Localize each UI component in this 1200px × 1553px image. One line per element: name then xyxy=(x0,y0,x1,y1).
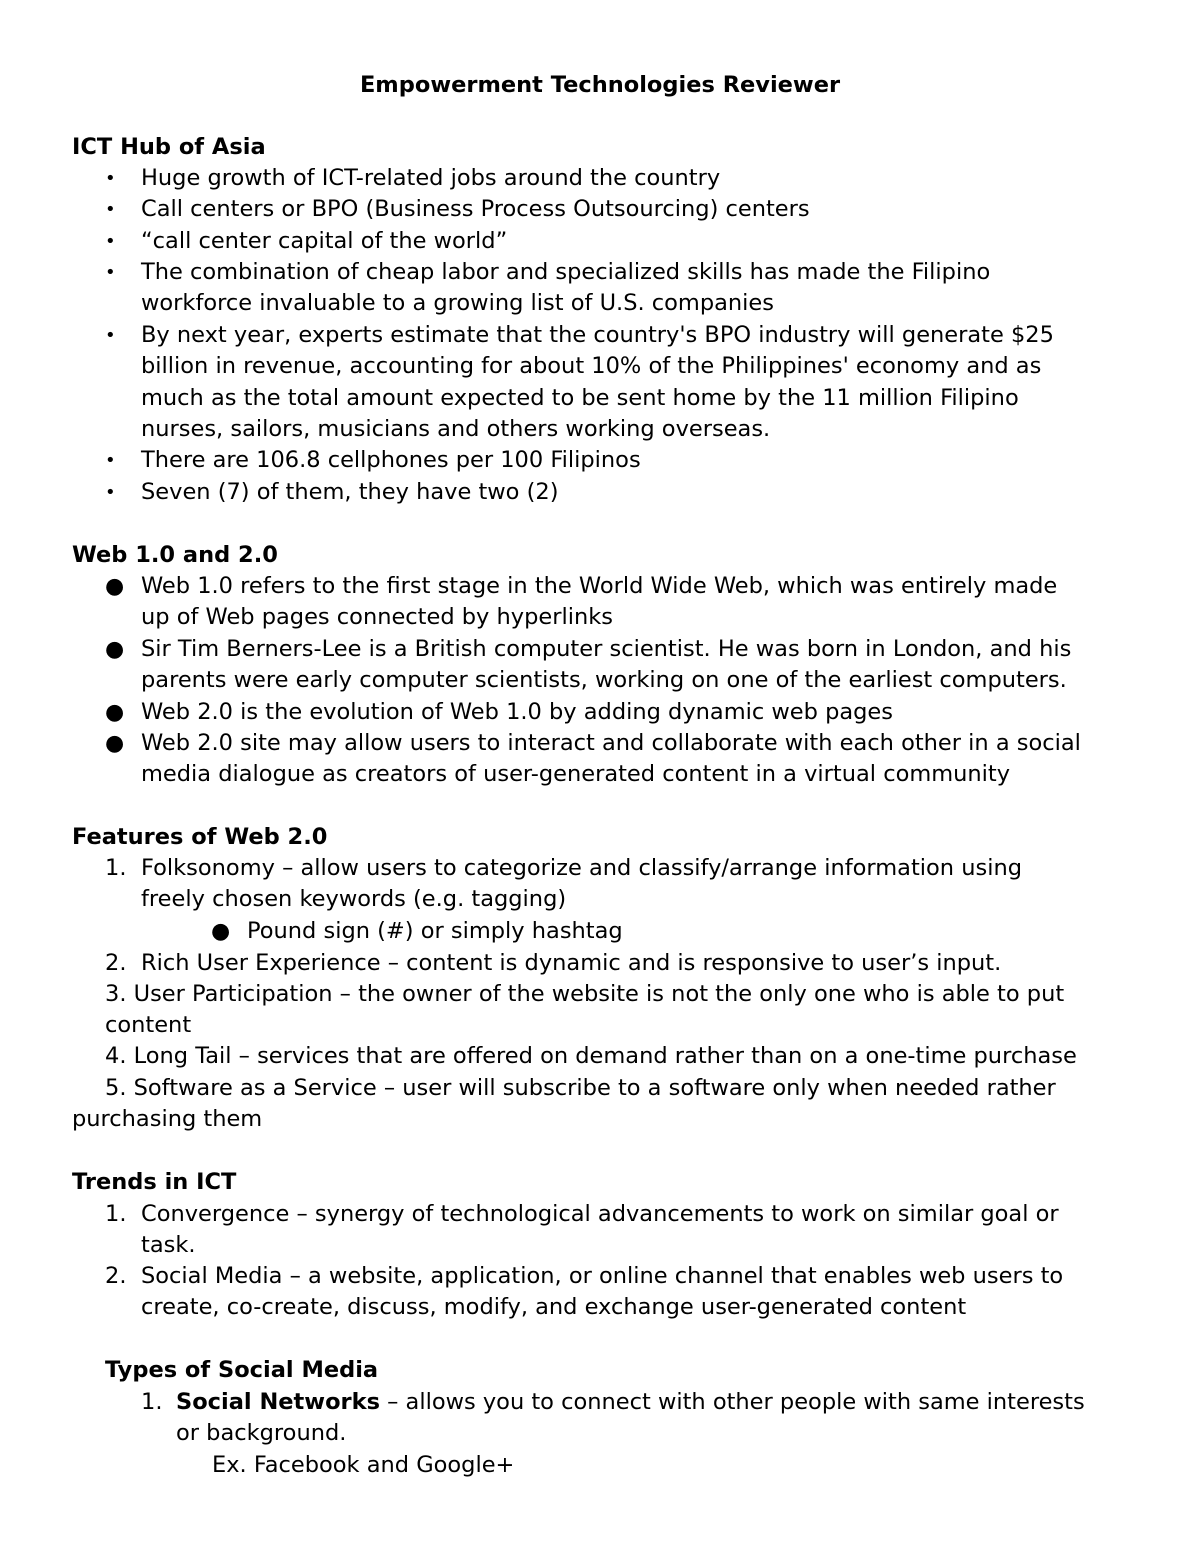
list-item-continuation: create, co-create, discuss, modify, and exchange user-generated content xyxy=(141,1294,967,1320)
section-heading-ict-hub: ICT Hub of Asia xyxy=(72,134,266,160)
list-item-continuation: nurses, sailors, musicians and others working overseas. xyxy=(141,416,771,442)
bullet-icon: • xyxy=(105,325,116,346)
bullet-icon: ● xyxy=(105,700,125,725)
bullet-icon: ● xyxy=(105,637,125,662)
term-social-networks: Social Networks xyxy=(176,1389,380,1415)
list-number: 1. xyxy=(105,855,127,881)
list-item: Convergence – synergy of technological advancements to work on similar goal or xyxy=(141,1201,1059,1227)
bullet-icon: ● xyxy=(105,574,125,599)
list-item-continuation: much as the total amount expected to be sent home by the 11 million Filipino xyxy=(141,385,1019,411)
list-item-continuation: workforce invaluable to a growing list of U.S. companies xyxy=(141,290,774,316)
bullet-icon: ● xyxy=(211,919,231,944)
list-item-continuation: up of Web pages connected by hyperlinks xyxy=(141,604,613,630)
list-item: Social Media – a website, application, or online channel that enables web users to xyxy=(141,1263,1064,1289)
list-item: 3. User Participation – the owner of the website is not the only one who is able to put xyxy=(105,981,1065,1007)
section-heading-trends: Trends in ICT xyxy=(72,1169,237,1195)
list-item: Folksonomy – allow users to categorize and classify/arrange information using xyxy=(141,855,1022,881)
list-item: 4. Long Tail – services that are offered on demand rather than on a one-time purchase xyxy=(105,1043,1077,1069)
list-number: 2. xyxy=(105,950,127,976)
section-heading-features: Features of Web 2.0 xyxy=(72,824,328,850)
list-item-continuation: or background. xyxy=(176,1420,347,1446)
list-number: 2. xyxy=(105,1263,127,1289)
term-description: – allows you to connect with other people with same interests xyxy=(379,1389,1085,1415)
list-item-continuation: billion in revenue, accounting for about 10% of the Philippines' economy and as xyxy=(141,353,1042,379)
list-item-continuation: freely chosen keywords (e.g. tagging) xyxy=(141,886,567,912)
list-item xyxy=(176,1387,1085,1418)
section-heading-web: Web 1.0 and 2.0 xyxy=(72,542,278,568)
list-item: 5. Software as a Service – user will subscribe to a software only when needed rather xyxy=(105,1075,1056,1101)
bullet-icon: • xyxy=(105,262,116,283)
bullet-icon: • xyxy=(105,168,116,189)
list-number: 1. xyxy=(105,1201,127,1227)
list-item-continuation: task. xyxy=(141,1232,196,1258)
list-item: By next year, experts estimate that the country's BPO industry will generate $25 xyxy=(141,322,1054,348)
bullet-icon: • xyxy=(105,231,116,252)
list-item: Seven (7) of them, they have two (2) xyxy=(141,479,559,505)
list-number: 1. xyxy=(141,1389,163,1415)
section-heading-social-media-types: Types of Social Media xyxy=(105,1357,379,1383)
list-item-continuation: content xyxy=(105,1012,192,1038)
list-item: Call centers or BPO (Business Process Outsourcing) centers xyxy=(141,196,810,222)
bullet-icon: • xyxy=(105,482,116,503)
list-item-continuation: parents were early computer scientists, working on one of the earliest computers. xyxy=(141,667,1067,693)
list-item: Huge growth of ICT-related jobs around the country xyxy=(141,165,721,191)
list-item: Rich User Experience – content is dynamic and is responsive to user’s input. xyxy=(141,950,1002,976)
bullet-icon: • xyxy=(105,199,116,220)
list-item: Web 2.0 site may allow users to interact and collaborate with each other in a social xyxy=(141,730,1081,756)
list-item: Web 2.0 is the evolution of Web 1.0 by adding dynamic web pages xyxy=(141,699,893,725)
list-item-continuation: purchasing them xyxy=(72,1106,263,1132)
list-item: “call center capital of the world” xyxy=(141,228,508,254)
list-item: Sir Tim Berners-Lee is a British computer scientist. He was born in London, and his xyxy=(141,636,1072,662)
page-title: Empowerment Technologies Reviewer xyxy=(359,72,841,98)
list-item-continuation: media dialogue as creators of user-generated content in a virtual community xyxy=(141,761,1011,787)
list-item: The combination of cheap labor and specialized skills has made the Filipino xyxy=(141,259,991,285)
list-item: Web 1.0 refers to the first stage in the World Wide Web, which was entirely made xyxy=(141,573,1058,599)
bullet-icon: • xyxy=(105,450,116,471)
list-item: There are 106.8 cellphones per 100 Filipinos xyxy=(141,447,641,473)
example-line: Ex. Facebook and Google+ xyxy=(212,1452,515,1478)
bullet-icon: ● xyxy=(105,731,125,756)
sub-list-item: Pound sign (#) or simply hashtag xyxy=(247,918,623,944)
